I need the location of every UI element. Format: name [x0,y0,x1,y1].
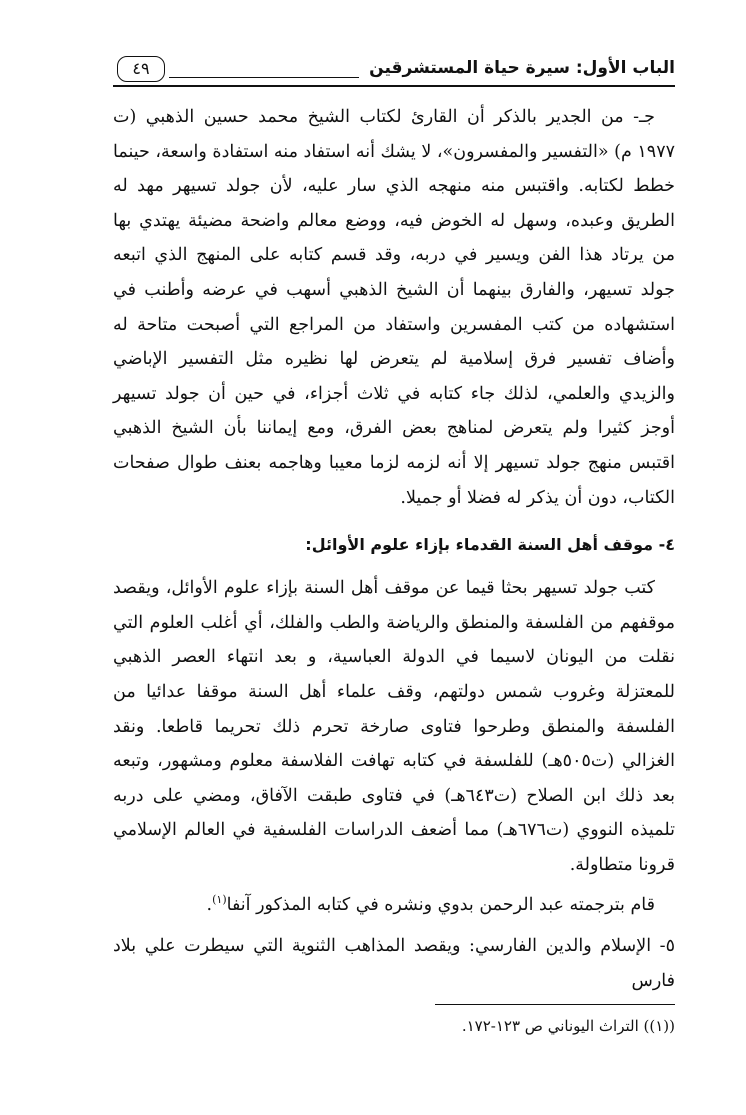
paragraph-c: جـ- من الجدير بالذكر أن القارئ لكتاب الشيخ محمد حسين الذهبي (ت ١٩٧٧ م) «التفسير والمفسرون»، لا يشك أنه استفاد منه استفادة واسعة، حينما خطط لكتابه. واقتبس منه منهجه الذي سار عليه، لأن جولد تسيهر مهد له الطريق وعبده، وسهل له الخوض فيه، ووضع معالم واضحة مضيئة يهتدي بها من يرتاد هذا الفن ويسير في دربه، وقد قسم كتابه على المنهج الذي اتبعه جولد تسيهر، والفارق بينهما أن الشيخ الذهبي أسهب في عرضه وأطنب في استشهاده من كتب المفسرين واستفاد من المراجع التي أصبحت متاحة له وأضاف تفسير فرق إسلامية لم يتعرض لها نظيره مثل التفسير الإباضي والزيدي والعلمي، لذلك جاء كتابه في ثلاث أجزاء، في حين أن جولد تسيهر أوجز كثيرا ولم يتعرض لمناهج بعض الفرق، ومع إيماننا بأن الشيخ الذهبي اقتبس منهج جولد تسيهر إلا أنه لزمه لزما معيبا وهاجمه بعنف طوال صفحات الكتاب، دون أن يذكر له فضلا أو جميلا. [113,107,675,508]
section-heading-4: ٤- موقف أهل السنة القدماء بإزاء علوم الأوائل: [305,535,675,555]
page-body [113,100,675,998]
paragraph-section-5: ٥- الإسلام والدين الفارسي: ويقصد المذاهب الثنوية التي سيطرت علي بلاد فارس [113,936,675,991]
footnote-marker[interactable]: (١) [212,893,227,907]
translation-note-end: . [206,895,213,916]
paragraph-translation-note [113,888,675,923]
header-rule [113,85,675,87]
footnote: ((١)) التراث اليوناني ص ١٢٣-١٧٢. [461,1017,675,1035]
header-inner-rule [169,77,359,78]
page-header [113,54,675,88]
footnote-separator [435,1004,675,1005]
running-title: الباب الأول: سيرة حياة المستشرقين [369,58,675,78]
paragraph-section-4: كتب جولد تسيهر بحثا قيما عن موقف أهل السنة بإزاء علوم الأوائل، ويقصد موقفهم من الفلسفة والمنطق والرياضة والطب والفلك، أي أغلب العلوم التي نقلت من اليونان لاسيما في الدولة العباسية، و بعد انتهاء العصر الذهبي للمعتزلة وغروب شمس دولتهم، وقف علماء أهل السنة موقفا عدائيا من الفلسفة والمنطق وطرحوا فتاوى صارخة تحرم ذلك تحريما قاطعا. ونقد الغزالي (ت٥٠٥هـ) للفلسفة في كتابه تهافت الفلاسفة معلوم ومشهور، وتبعه بعد ذلك ابن الصلاح (ت٦٤٣هـ) في فتاوى طبقت الآفاق، ومضي على دربه تلميذه النووي (ت٦٧٦هـ) مما أضعف الدراسات الفلسفية في العالم الإسلامي قرونا متطاولة. [113,578,675,875]
page-number: ٤٩ [117,56,165,82]
translation-note-text: قام بترجمته عبد الرحمن بدوي ونشره في كتابه المذكور آنفا [226,895,655,916]
